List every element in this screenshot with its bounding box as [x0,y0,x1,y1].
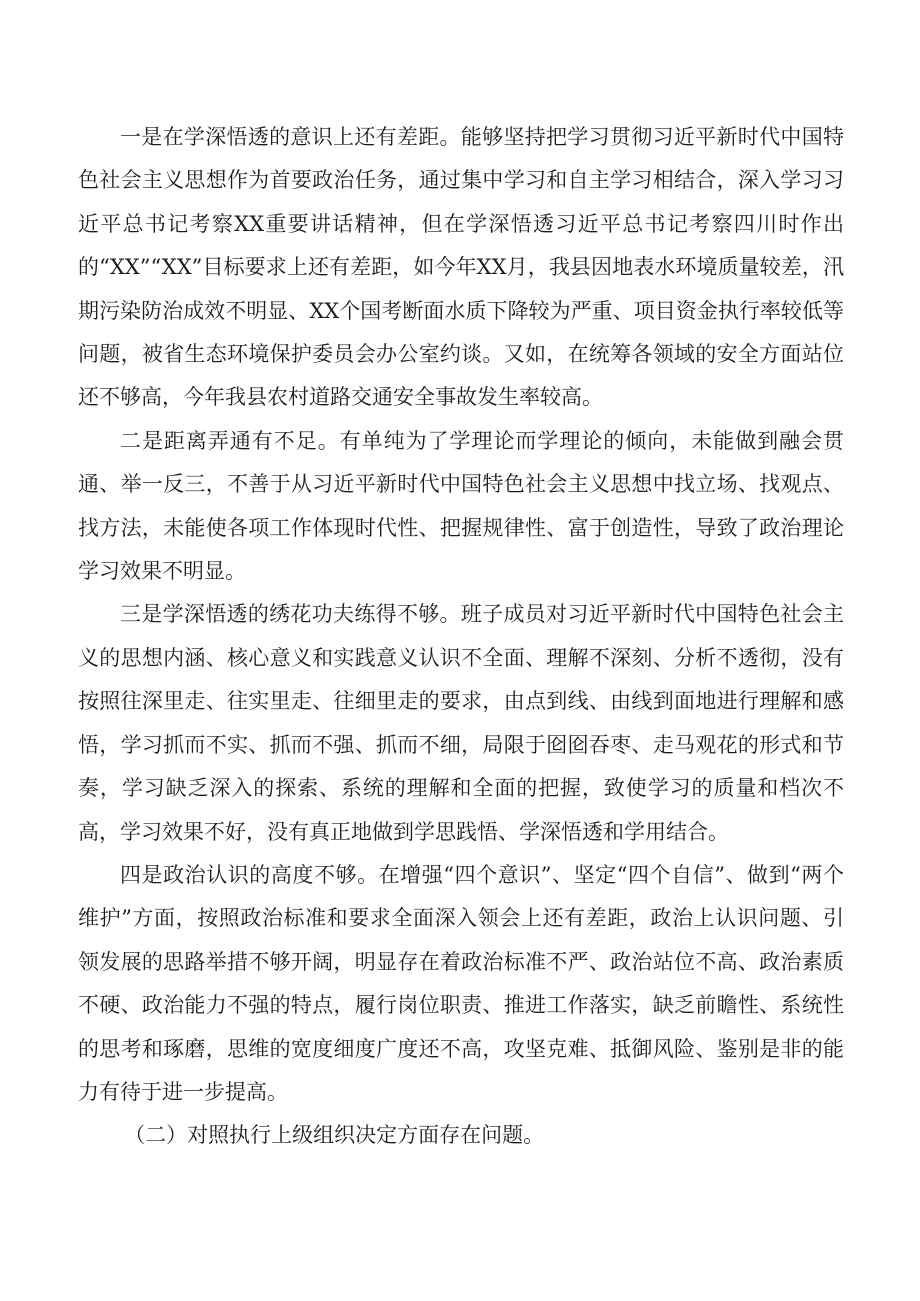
paragraph-point-three: 三是学深悟透的绣花功夫练得不够。班子成员对习近平新时代中国特色社会主义的思想内涵、核心意义和实践意义认识不全面、理解不深刻、分析不透彻，没有按照往深里走、往实里走、往细里走的要求，由点到线、由线到面地进行理解和感悟，学习抓而不实、抓而不强、抓而不细，局限于囵囵吞枣、走马观花的形式和节奏，学习缺乏深入的探索、系统的理解和全面的把握，致使学习的质量和档次不高，学习效果不好，没有真正地做到学思践悟、学深悟透和学用结合。 [78,602,844,844]
section-heading-two: （二）对照执行上级组织决定方面存在问题。 [124,1123,545,1148]
paragraph-point-four: 四是政治认识的高度不够。在增强“四个意识”、坚定“四个自信”、做到“两个维护”方面，按照政治标准和要求全面深入领会上还有差距，政治上认识问题、引领发展的思路举措不够开阔，明显存在着政治标准不严、政治站位不高、政治素质不硬、政治能力不强的特点，履行岗位职责、推进工作落实，缺乏前瞻性、系统性的思考和琢磨，思维的宽度细度广度还不高，攻坚克难、抵御风险、鉴别是非的能力有待于进一步提高。 [78,862,844,1104]
document-body [78,116,844,1158]
paragraph-point-one: 一是在学深悟透的意识上还有差距。能够坚持把学习贯彻习近平新时代中国特色社会主义思想作为首要政治任务，通过集中学习和自主学习相结合，深入学习习近平总书记考察XX重要讲话精神，但在学深悟透习近平总书记考察四川时作出的“XX”“XX”目标要求上还有差距，如今年XX月，我县因地表水环境质量较差，汛期污染防治成效不明显、XX个国考断面水质下降较为严重、项目资金执行率较低等问题，被省生态环境保护委员会办公室约谈。又如，在统筹各领域的安全方面站位还不够高，今年我县农村道路交通安全事故发生率较高。 [78,125,844,410]
paragraph-point-two: 二是距离弄通有不足。有单纯为了学理论而学理论的倾向，未能做到融会贯通、举一反三，不善于从习近平新时代中国特色社会主义思想中找立场、找观点、找方法，未能使各项工作体现时代性、把握规律性、富于创造性，导致了政治理论学习效果不明显。 [78,428,844,584]
